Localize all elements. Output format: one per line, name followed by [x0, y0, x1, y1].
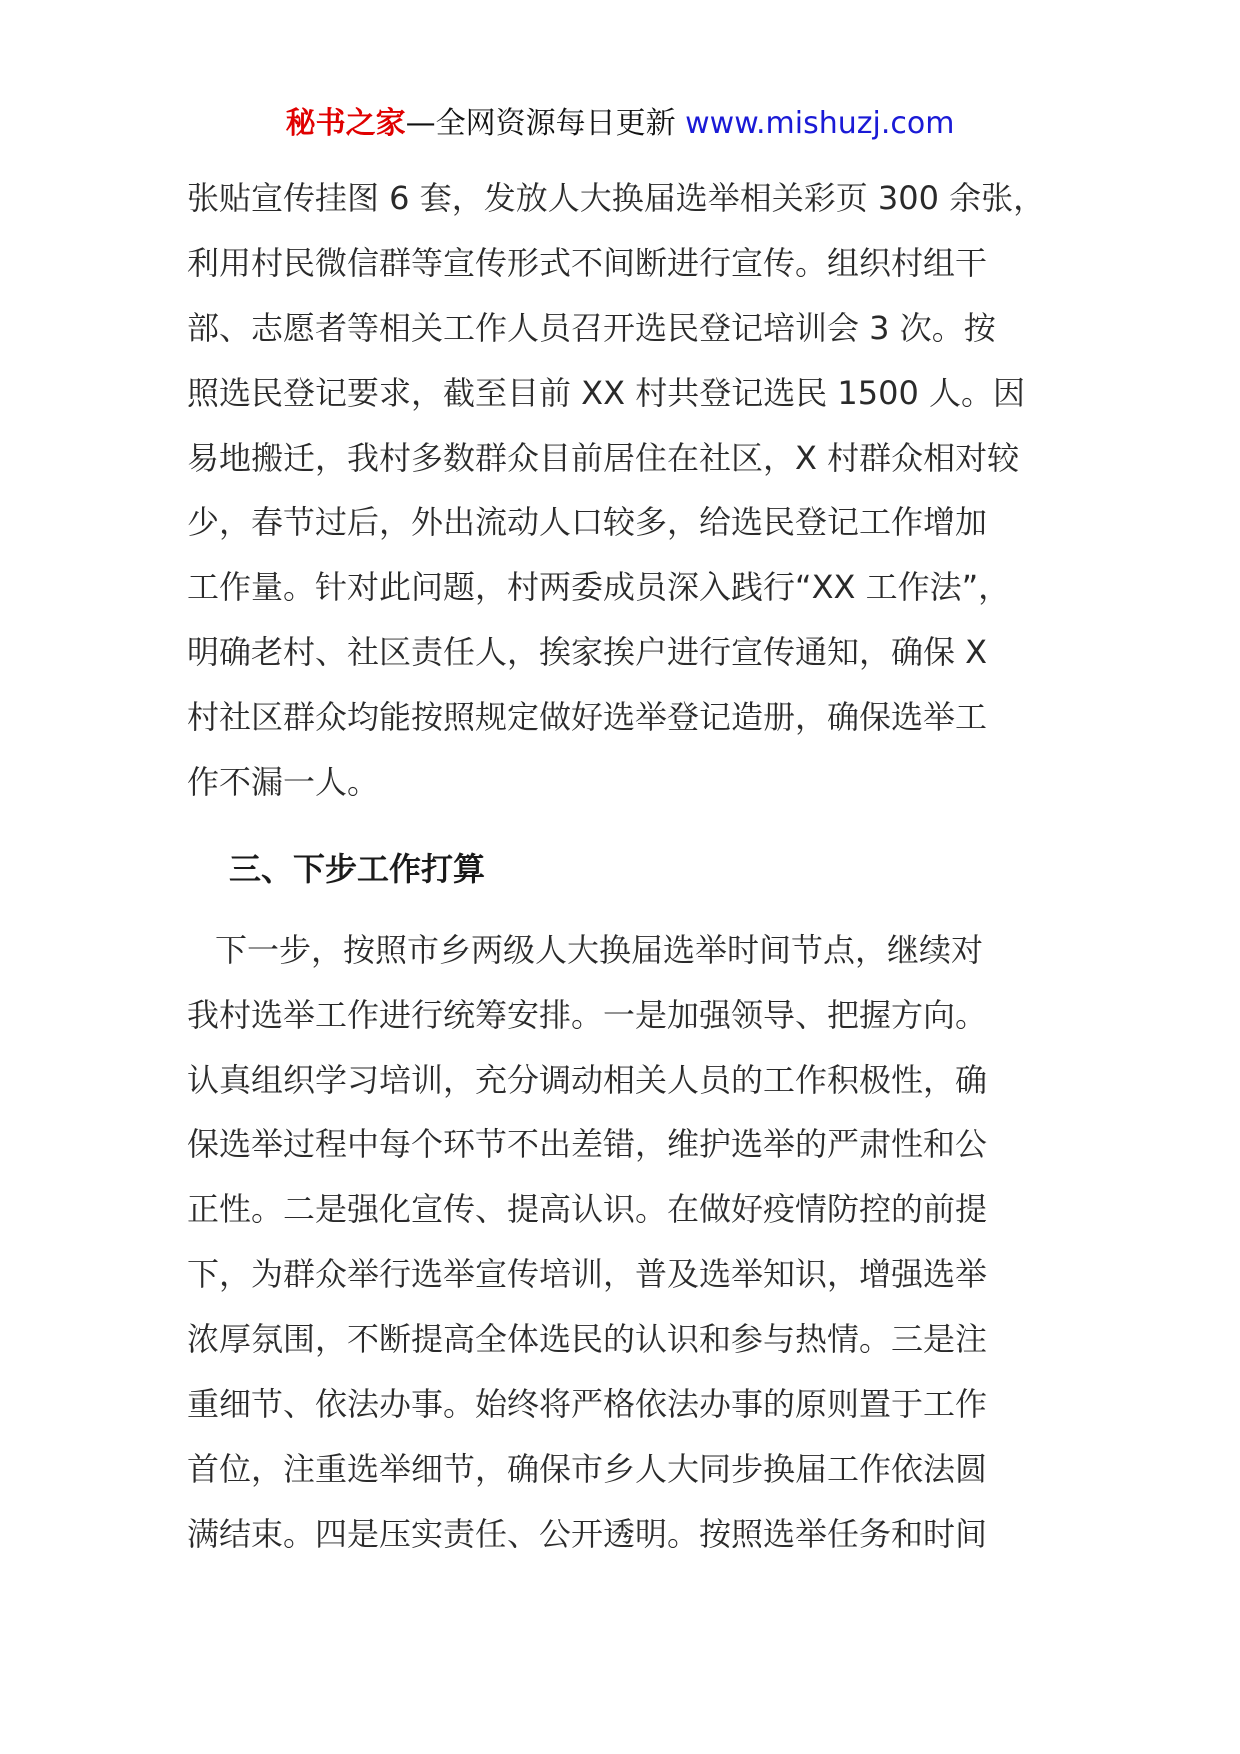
text-line: 下一步，按照市乡两级人大换届选举时间节点，继续对	[215, 930, 984, 969]
website-link[interactable]: www.mishuzj.com	[685, 106, 955, 141]
text-line: 保选举过程中每个环节不出差错，维护选举的严肃性和公	[187, 1125, 988, 1164]
spacer	[187, 815, 1087, 837]
text-line: 浓厚氛围，不断提高全体选民的认识和参与热情。三是注	[187, 1320, 988, 1359]
text-line: 作不漏一人。	[187, 763, 380, 802]
text-line: 我村选举工作进行统筹安排。一是加强领导、把握方向。	[187, 995, 988, 1034]
text-line: 重细节、依法办事。始终将严格依法办事的原则置于工作	[187, 1385, 988, 1424]
text-line: 正性。二是强化宣传、提高认识。在做好疫情防控的前提	[187, 1190, 988, 1229]
paragraph-next-steps	[187, 918, 1087, 1567]
text-line: 村社区群众均能按照规定做好选举登记造册，确保选举工	[187, 698, 988, 737]
text-line: 张贴宣传挂图 6 套，发放人大换届选举相关彩页 300 余张，	[187, 179, 1046, 217]
text-line: 照选民登记要求，截至目前 XX 村共登记选民 1500 人。因	[187, 373, 1025, 412]
header-slogan: —全网资源每日更新	[405, 106, 686, 141]
document-body	[187, 166, 1087, 1567]
text-line: 工作量。针对此问题，村两委成员深入践行“XX 工作法”，	[187, 568, 1011, 607]
paragraph-continued	[187, 166, 1087, 815]
text-line: 下，为群众举行选举宣传培训，普及选举知识，增强选举	[187, 1255, 988, 1294]
brand-name: 秘书之家	[285, 106, 406, 141]
spacer	[187, 902, 1087, 918]
text-line: 部、志愿者等相关工作人员召开选民登记培训会 3 次。按	[187, 308, 996, 347]
text-line: 易地搬迁，我村多数群众目前居住在社区，X 村群众相对较	[187, 438, 1020, 477]
text-line: 首位，注重选举细节，确保市乡人大同步换届工作依法圆	[187, 1449, 988, 1488]
page-header	[0, 102, 1240, 146]
text-line: 满结束。四是压实责任、公开透明。按照选举任务和时间	[187, 1514, 988, 1553]
section-heading: 三、下步工作打算	[229, 849, 486, 888]
text-line: 利用村民微信群等宣传形式不间断进行宣传。组织村组干	[187, 243, 988, 282]
text-line: 认真组织学习培训，充分调动相关人员的工作积极性，确	[187, 1060, 988, 1099]
text-line: 少，春节过后，外出流动人口较多，给选民登记工作增加	[187, 503, 988, 542]
text-line: 明确老村、社区责任人，挨家挨户进行宣传通知，确保 X	[187, 633, 988, 672]
